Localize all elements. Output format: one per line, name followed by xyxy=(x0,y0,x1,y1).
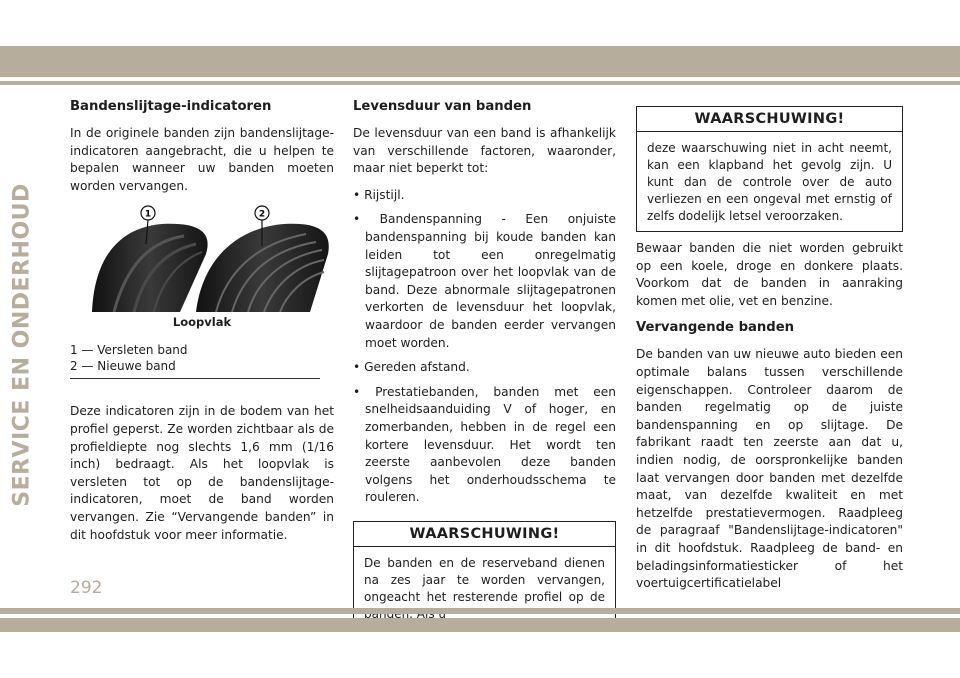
worn-tire-graphic xyxy=(92,224,208,312)
column-2 xyxy=(353,98,616,642)
heading-replacement-tires: Vervangende banden xyxy=(636,320,795,336)
heading-tire-life: Levensduur van banden xyxy=(353,99,532,114)
tire-illustration xyxy=(84,204,334,312)
storage-paragraph: Bewaar banden die niet worden gebruikt op een koele, droge en donkere plaats. Voorkom dat de banden in aanraking komen met olie, vet en benzine. xyxy=(636,241,903,308)
column-1 xyxy=(70,98,334,553)
list-item: • Rijstijl. xyxy=(353,187,405,202)
replacement-tires-paragraph: De banden van uw nieuwe auto bieden een optimale balans tussen verschillende eigenschappen. Controleer daarom de banden regelmatig op de juiste bandenspanning en op slijtage. De fabrikant raadt ten zeerste aan dat u, indien nodig, de oorspronkelijke banden laat vervangen door banden met dezelfde maat, van dezelfde kwaliteit en met hetzelfde prestatievermogen. Raadpleeg de paragraaf "Bandenslijtage-indicatoren" in dit hoofdstuk. Raadpleeg de band- en beladingsinformatiesticker of het voertuigcertificatielabel xyxy=(636,347,903,591)
callout-1-label: 1 xyxy=(144,209,152,220)
legend-worn-tire: 1 — Versleten band xyxy=(70,343,188,358)
footer-band xyxy=(0,618,960,632)
page-number: 292 xyxy=(70,578,103,598)
tire-figure xyxy=(70,204,334,379)
warning-text: De banden en de reserveband dienen na zes jaar te worden vervangen, ongeacht het resterende profiel op de xyxy=(364,555,605,604)
legend-divider xyxy=(70,378,320,379)
header-rule xyxy=(0,81,960,85)
callout-2-label: 2 xyxy=(258,209,266,220)
list-item: • Bandenspanning - Een onjuiste bandenspanning bij koude banden kan leiden tot een onregelmatig slijtagepatroon over het loopvlak van de band. Deze abnormale slijtagepatronen verkorten de levensduur het loopvlak, waardoor de banden eerder vervangen moet worden. xyxy=(353,212,616,350)
heading-wear-indicators: Bandenslijtage-indicatoren xyxy=(70,99,272,114)
warning-title: WAARSCHUWING! xyxy=(637,107,902,132)
list-item: • Prestatiebanden, banden met een snelheidsaanduiding V of hoger, en zomerbanden, hebben in de regel een kortere levensduur. Het wordt ten zeerste aanbevolen deze banden volgens het onderhoudsschema te rouleren. xyxy=(353,384,616,505)
column-3 xyxy=(636,98,903,602)
tire-life-intro: De levensduur van een band is afhankelijk van verschillende factoren, waaronder, maar niet beperkt tot: xyxy=(353,126,616,176)
legend-new-tire: 2 — Nieuwe band xyxy=(70,359,176,374)
warning-title: WAARSCHUWING! xyxy=(354,522,615,547)
figure-caption: Loopvlak xyxy=(172,315,232,330)
warning-text: deze waarschuwing niet in acht neemt, kan een klapband het gevolg zijn. U kunt dan de controle over de auto verliezen en een ongeval met ernstig of zelfs dodelijk letsel veroorzaken. xyxy=(647,141,892,223)
list-item: • Gereden afstand. xyxy=(353,360,470,375)
header-band xyxy=(0,46,960,77)
wear-indicators-intro: In de originele banden zijn bandenslijtage-indicatoren aangebracht, die u helpen te bepalen wanneer uw banden moeten worden vervangen. xyxy=(70,126,334,193)
warning-box-2 xyxy=(636,106,903,232)
wear-indicators-body: Deze indicatoren zijn in de bodem van het profiel geperst. Ze worden zichtbaar als de profieldiepte nog slechts 1,6 mm (1/16 inch) bedraagt. Als het loopvlak is versleten tot op de bandenslijtage-indicatoren, moet de band worden vervangen. Zie “Vervangende banden” in dit hoofdstuk voor meer informatie. xyxy=(70,404,334,542)
tire-life-factors xyxy=(353,187,616,507)
footer-rule xyxy=(0,608,960,614)
